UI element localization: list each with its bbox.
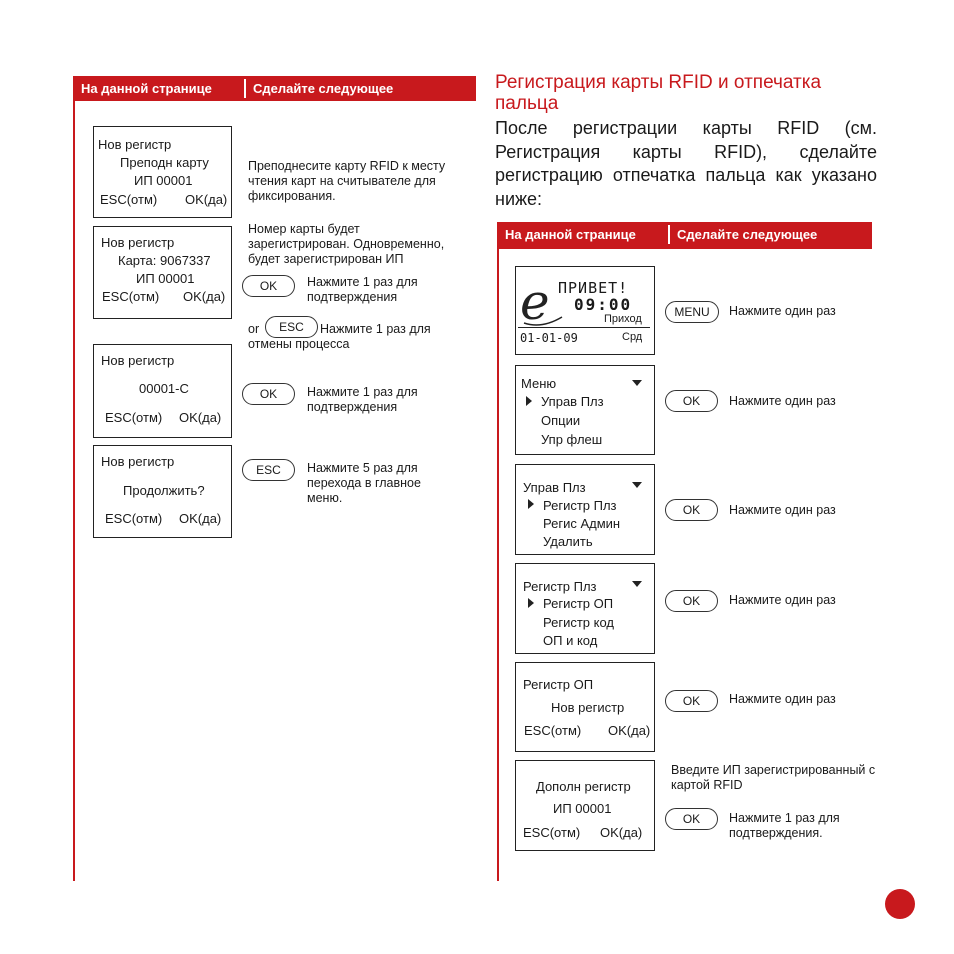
instruction-text: Нажмите один раз (729, 304, 836, 318)
instruction-text: Нажмите 1 раз для отмены процесса (248, 322, 431, 351)
instruction-text: Нажмите один раз (729, 593, 836, 607)
lcd-fingerprint-screen (515, 662, 655, 752)
lcd-users-screen (515, 464, 655, 555)
instruction-text: Нажмите 1 раз для подтверждения (307, 385, 418, 414)
ok-button[interactable]: OK (242, 275, 295, 297)
lcd-ok-label: OK(да) (600, 825, 643, 840)
lcd-esc-label: ESC(отм) (102, 289, 160, 304)
lcd-line: Нов регистр (98, 137, 172, 152)
ok-button[interactable]: OK (665, 499, 718, 521)
left-table-header (73, 76, 476, 101)
lcd-line: Регистр ОП (523, 677, 594, 692)
welcome-day: Срд (622, 331, 643, 343)
lcd-ok-label: OK(да) (179, 410, 222, 425)
lcd-menu-item: ОП и код (543, 633, 598, 648)
right-header-col2: Сделайте следующее (677, 227, 818, 242)
lcd-line: Дополн регистр (536, 779, 631, 794)
lcd-title: Регистр Плз (523, 579, 597, 594)
lcd-esc-label: ESC(отм) (523, 825, 581, 840)
lcd-esc-label: ESC(отм) (105, 511, 163, 526)
selection-arrow-icon (528, 499, 534, 509)
instruction-text: Введите ИП зарегистрированный с картой RFID (671, 763, 876, 792)
instruction-text: Нажмите один раз (729, 692, 836, 706)
right-header-divider (668, 225, 670, 244)
welcome-divider (518, 327, 650, 328)
lcd-menu-item: Удалить (543, 534, 593, 549)
lcd-screen-continue (93, 445, 232, 538)
right-table-header (497, 222, 872, 249)
ok-button[interactable]: OK (665, 690, 718, 712)
lcd-title: Управ Плз (523, 480, 586, 495)
lcd-ok-label: OK(да) (608, 723, 651, 738)
lcd-esc-label: ESC(отм) (524, 723, 582, 738)
left-table-border (73, 101, 75, 881)
lcd-menu-screen (515, 365, 655, 455)
lcd-esc-label: ESC(отм) (100, 192, 158, 207)
dropdown-triangle-icon (632, 482, 642, 488)
lcd-line: Продолжить? (123, 483, 205, 498)
welcome-greeting: ПРИВЕТ! (558, 279, 629, 297)
intro-paragraph: После регистрации карты RFID (см. Регистрация карты RFID), сделайте регистрацию отпечатка пальца как указано ниже: (495, 118, 877, 209)
welcome-date: 01-01-09 (520, 331, 578, 345)
welcome-status: Приход (604, 313, 642, 325)
lcd-menu-item: Регистр Плз (543, 498, 617, 513)
page-marker-dot (885, 889, 915, 919)
lcd-title: Меню (521, 376, 557, 391)
instruction-text: Номер карты будет зарегистрирован. Одновременно, будет зарегистрирован ИП (248, 222, 445, 266)
or-label: or (248, 322, 260, 336)
lcd-line: Нов регистр (101, 235, 175, 250)
ok-button[interactable]: OK (665, 390, 718, 412)
lcd-line: ИП 00001 (134, 173, 193, 188)
svg-text:e: e (520, 277, 550, 327)
lcd-menu-item: Регистр ОП (543, 596, 614, 611)
lcd-ok-label: OK(да) (179, 511, 222, 526)
lcd-screen-present-card (93, 126, 232, 218)
lcd-additional-register-screen (515, 760, 655, 851)
lcd-line: Нов регистр (551, 700, 625, 715)
lcd-menu-item: Опции (541, 413, 581, 428)
lcd-welcome-screen (515, 266, 655, 355)
right-table-border (497, 249, 499, 881)
left-header-divider (244, 79, 246, 98)
lcd-line: Нов регистр (101, 454, 175, 469)
lcd-line: Карта: 9067337 (118, 253, 211, 268)
instruction-text: Нажмите один раз (729, 394, 836, 408)
lcd-menu-item: Регистр код (543, 615, 614, 630)
instruction-text: Преподнесите карту RFID к месту чтения карт на считывателе для фиксирования. (248, 159, 446, 203)
selection-arrow-icon (528, 598, 534, 608)
lcd-screen-id-confirm (93, 344, 232, 438)
lcd-menu-item: Упр флеш (541, 432, 603, 447)
welcome-time: 09:00 (574, 295, 633, 314)
instruction-text: Нажмите 1 раз для подтверждения (307, 275, 418, 304)
menu-button[interactable]: MENU (665, 301, 719, 323)
section-title: Регистрация карты RFID и отпечатка пальца (495, 72, 822, 114)
selection-arrow-icon (526, 396, 532, 406)
instruction-text: Нажмите 1 раз для подтверждения. (729, 811, 840, 840)
ok-button[interactable]: OK (665, 808, 718, 830)
lcd-menu-item: Управ Плз (541, 394, 604, 409)
lcd-screen-card-number (93, 226, 232, 319)
ok-button[interactable]: OK (242, 383, 295, 405)
lcd-line: ИП 00001 (136, 271, 195, 286)
lcd-ok-label: OK(да) (183, 289, 226, 304)
lcd-ok-label: OK(да) (185, 192, 228, 207)
lcd-register-screen (515, 563, 655, 654)
instruction-text: Нажмите 5 раз для перехода в главное меню. (307, 461, 421, 505)
left-header-col1: На данной странице (81, 81, 212, 96)
esc-button[interactable]: ESC (242, 459, 295, 481)
ok-button[interactable]: OK (665, 590, 718, 612)
esc-button[interactable]: ESC (265, 316, 318, 338)
dropdown-triangle-icon (632, 380, 642, 386)
right-header-col1: На данной странице (505, 227, 636, 242)
instruction-text: Нажмите один раз (729, 503, 836, 517)
lcd-esc-label: ESC(отм) (105, 410, 163, 425)
lcd-line: ИП 00001 (553, 801, 612, 816)
lcd-line: Преподн карту (120, 155, 209, 170)
dropdown-triangle-icon (632, 581, 642, 587)
lcd-line: 00001-C (139, 381, 189, 396)
lcd-line: Нов регистр (101, 353, 175, 368)
left-header-col2: Сделайте следующее (253, 81, 394, 96)
lcd-menu-item: Регис Админ (543, 516, 621, 531)
